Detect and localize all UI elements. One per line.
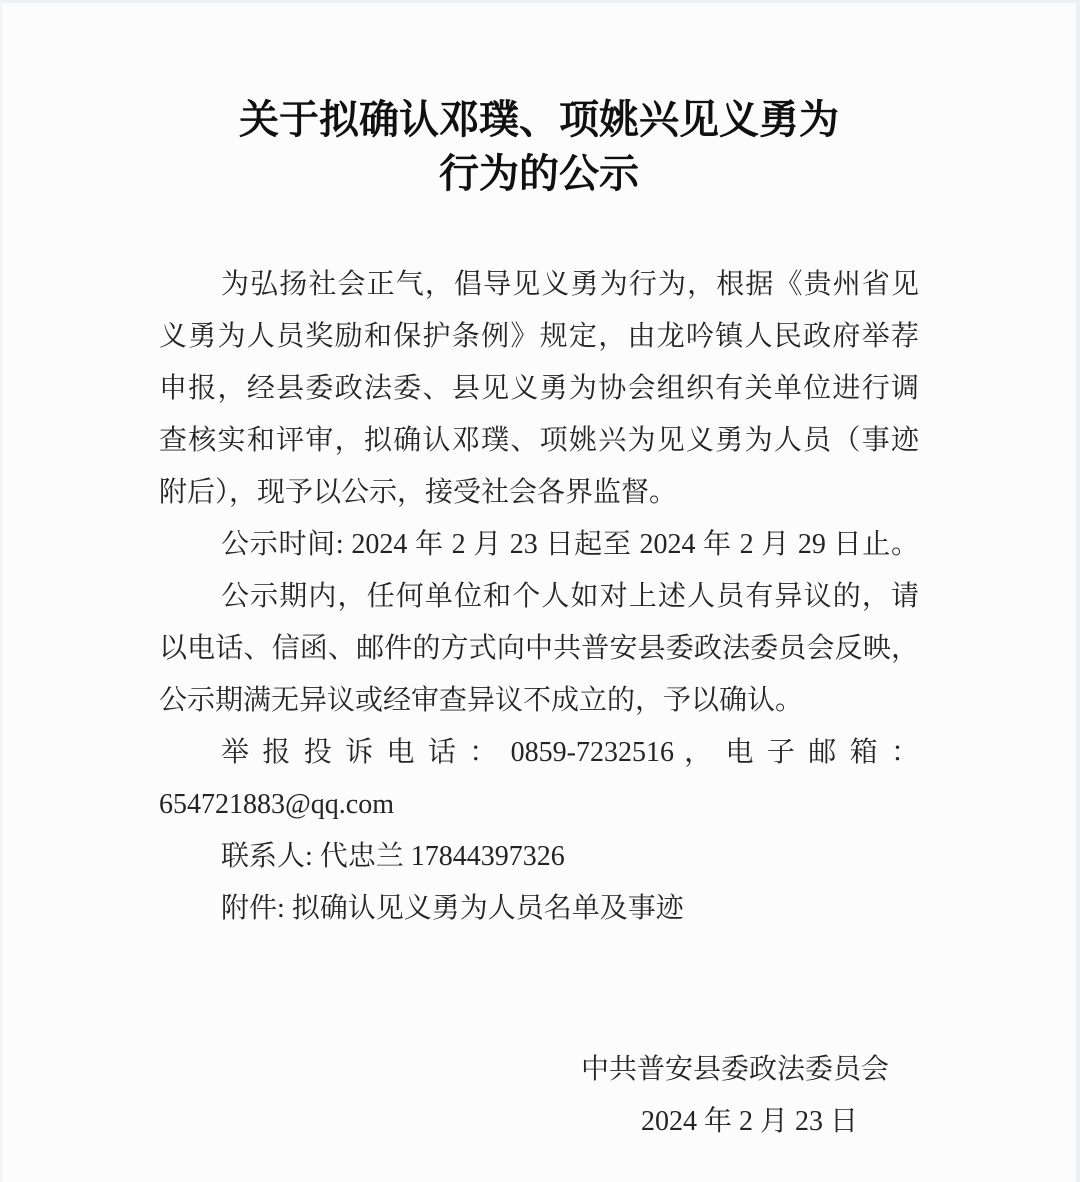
notice-document (2, 3, 1076, 1148)
title-line-2: 行为的公示 (439, 151, 639, 196)
title-line-1: 关于拟确认邓璞、项姚兴见义勇为 (239, 97, 839, 142)
body-line-2: 义勇为人员奖励和保护条例》规定，由龙吟镇人民政府举荐 (159, 321, 919, 352)
report-phone-line: 举 报 投 诉 电 话 ： 0859-7232516 ， 电 子 邮 箱 ： (221, 737, 919, 768)
objection-line-2: 以电话、信函、邮件的方式向中共普安县委政法委员会反映， (159, 633, 919, 664)
document-body (159, 259, 919, 935)
email-line: 654721883@qq.com (159, 789, 394, 820)
objection-line-3: 公示期满无异议或经审查异议不成立的，予以确认。 (159, 685, 804, 716)
publicity-period-line: 公示时间: 2024 年 2 月 23 日起至 2024 年 2 月 29 日止。 (221, 529, 919, 560)
signature-block (2, 1044, 1076, 1148)
contact-person-line: 联系人: 代忠兰 17844397326 (221, 841, 565, 872)
document-title (2, 93, 1076, 201)
issue-date: 2024 年 2 月 23 日 (640, 1106, 858, 1137)
body-line-4: 查核实和评审，拟确认邓璞、项姚兴为见义勇为人员（事迹 (159, 425, 919, 456)
body-line-3: 申报，经县委政法委、县见义勇为协会组织有关单位进行调 (159, 373, 919, 404)
attachment-line: 附件: 拟确认见义勇为人员名单及事迹 (221, 893, 684, 924)
body-line-1: 为弘扬社会正气，倡导见义勇为行为，根据《贵州省见 (221, 269, 919, 300)
body-line-5: 附后），现予以公示，接受社会各界监督。 (159, 477, 678, 508)
objection-line-1: 公示期内，任何单位和个人如对上述人员有异议的，请 (221, 581, 919, 612)
issuing-authority: 中共普安县委政法委员会 (580, 1054, 889, 1085)
